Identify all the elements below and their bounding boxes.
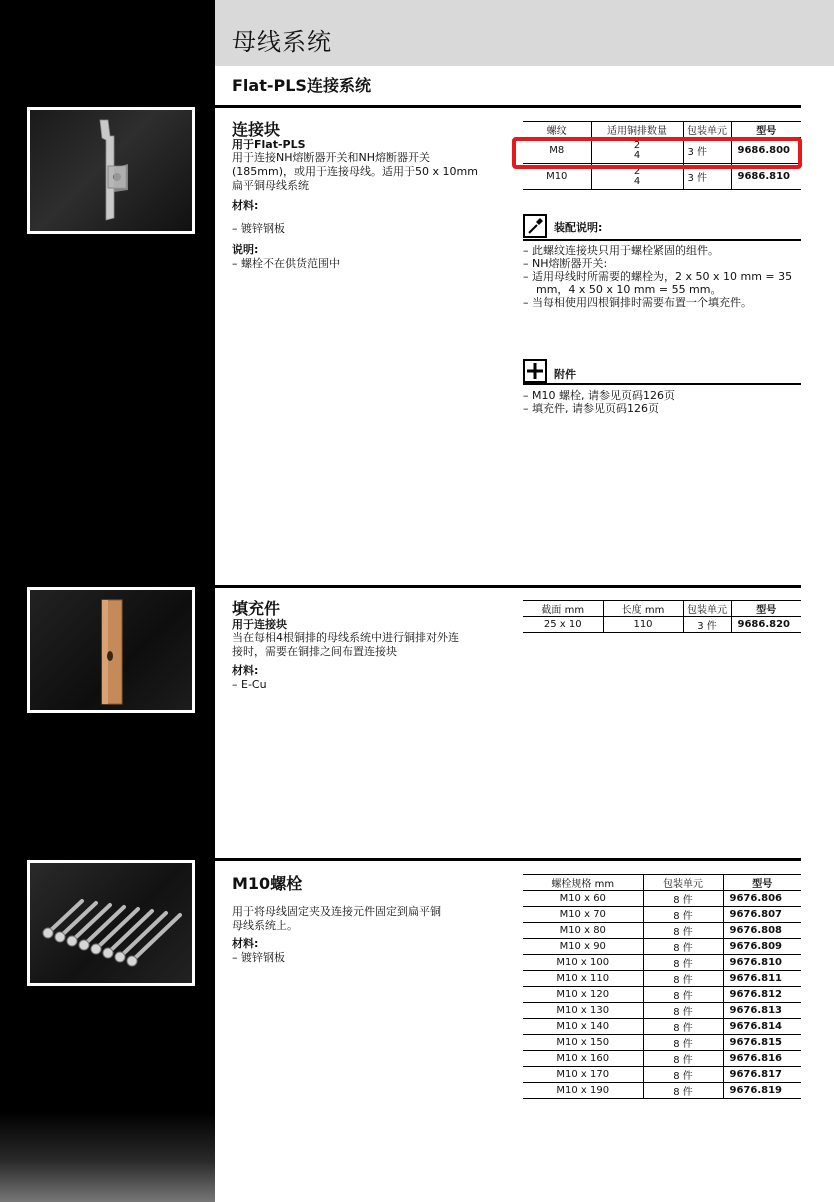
table-row — [523, 1035, 801, 1051]
cell-model: 9676.806 — [723, 891, 801, 907]
cell-size: M10 x 120 — [523, 987, 643, 1003]
table-header-row — [523, 875, 801, 891]
description-line: 接时，需要在铜排之间布置连接块 — [232, 645, 397, 658]
cell-model: 9686.800 — [731, 138, 801, 164]
description-line: 用于将母线固定夹及连接元件固定到扁平铜 — [232, 905, 441, 918]
column-header: 螺纹 — [523, 122, 591, 138]
cell-model: 9676.815 — [723, 1035, 801, 1051]
table-row — [523, 923, 801, 939]
list-item: – NH熔断器开关: — [523, 257, 608, 270]
m10-bolts-image — [27, 860, 195, 986]
column-header: 包装单元 — [643, 875, 723, 891]
list-item: – M10 螺栓, 请参见页码126页 — [523, 389, 675, 402]
cell-model: 9676.807 — [723, 907, 801, 923]
cell-pack: 8 件 — [643, 987, 723, 1003]
connector-block-image — [27, 107, 195, 234]
count-value: 2 — [633, 165, 641, 177]
table-row — [523, 1083, 801, 1099]
filler-piece-description — [232, 631, 459, 659]
highlight-box — [512, 137, 802, 169]
cell-section: 25 x 10 — [523, 617, 603, 633]
connector-block-description — [232, 151, 478, 193]
column-header: 螺栓规格 mm — [523, 875, 643, 891]
cell-size: M10 x 100 — [523, 955, 643, 971]
cell-pack: 8 件 — [643, 1003, 723, 1019]
connector-block-illustration — [30, 110, 192, 231]
filler-piece-illustration — [30, 590, 192, 710]
cell-size: M10 x 130 — [523, 1003, 643, 1019]
description-line: 母线系统上。 — [232, 919, 298, 932]
cell-size: M10 x 80 — [523, 923, 643, 939]
list-item: – 此螺纹连接块只用于螺栓紧固的组件。 — [523, 244, 719, 257]
filler-piece-material-label: 材料: — [232, 664, 259, 677]
cell-pack: 8 件 — [643, 891, 723, 907]
filler-piece-table — [523, 600, 801, 633]
cell-model: 9686.820 — [731, 617, 801, 633]
table-row — [523, 971, 801, 987]
cell-pack: 8 件 — [643, 1019, 723, 1035]
cell-pack: 8 件 — [643, 939, 723, 955]
column-header: 型号 — [731, 122, 801, 138]
cell-model: 9676.809 — [723, 939, 801, 955]
table-header-row — [523, 122, 801, 138]
section-divider — [215, 858, 801, 861]
section-divider — [215, 585, 801, 588]
m10-bolts-title: M10螺栓 — [232, 874, 303, 893]
cell-model: 9676.810 — [723, 955, 801, 971]
cell-pack: 8 件 — [643, 923, 723, 939]
cell-size: M10 x 150 — [523, 1035, 643, 1051]
column-header: 适用铜排数量 — [591, 122, 683, 138]
cell-pack: 3 件 — [683, 617, 731, 633]
connector-block-note: – 螺栓不在供货范围中 — [232, 257, 340, 270]
cell-pack: 8 件 — [643, 907, 723, 923]
cell-pack: 8 件 — [643, 1083, 723, 1099]
cell-size: M10 x 140 — [523, 1019, 643, 1035]
cell-thread: M8 — [523, 138, 591, 164]
cell-pack: 8 件 — [643, 971, 723, 987]
cell-size: M10 x 70 — [523, 907, 643, 923]
m10-bolts-description — [232, 905, 441, 933]
connector-block-title: 连接块 — [232, 120, 281, 139]
filler-piece-title: 填充件 — [232, 599, 281, 618]
description-line: 用于连接NH熔断器开关和NH熔断器开关 — [232, 151, 430, 164]
count-value: 4 — [633, 149, 641, 161]
list-item: – 填充件, 请参见页码126页 — [523, 402, 659, 415]
cell-thread: M10 — [523, 164, 591, 190]
count-value: 2 — [633, 139, 641, 151]
table-row — [523, 955, 801, 971]
filler-piece-material: – E-Cu — [232, 678, 267, 691]
table-row — [523, 939, 801, 955]
cell-size: M10 x 170 — [523, 1067, 643, 1083]
cell-length: 110 — [603, 617, 683, 633]
column-header: 型号 — [723, 875, 801, 891]
accessories-rule — [523, 383, 801, 385]
cell-model: 9676.813 — [723, 1003, 801, 1019]
accessories-list — [523, 389, 801, 415]
cell-pack: 3 件 — [683, 164, 731, 190]
cell-pack: 8 件 — [643, 1051, 723, 1067]
column-header: 包装单元 — [683, 122, 731, 138]
cell-model: 9686.810 — [731, 164, 801, 190]
screwdriver-icon — [523, 214, 547, 238]
table-row — [523, 617, 801, 633]
plus-icon — [523, 359, 547, 383]
list-item: – 适用母线时所需要的螺栓为，2 x 50 x 10 mm = 35 mm，4 x 50 x 10 mm = 55 mm。 — [523, 270, 793, 296]
cell-model: 9676.811 — [723, 971, 801, 987]
table-row — [523, 987, 801, 1003]
description-line: 当在每相4根铜排的母线系统中进行铜排对外连 — [232, 631, 459, 644]
connector-block-note-label: 说明: — [232, 243, 259, 256]
cell-model: 9676.817 — [723, 1067, 801, 1083]
table-row — [523, 1019, 801, 1035]
cell-size: M10 x 90 — [523, 939, 643, 955]
cell-model: 9676.816 — [723, 1051, 801, 1067]
cell-pack: 3 件 — [683, 138, 731, 164]
assembly-list — [523, 244, 801, 309]
m10-bolts-material: – 镀锌钢板 — [232, 951, 285, 964]
table-row — [523, 1067, 801, 1083]
cell-pack: 8 件 — [643, 1035, 723, 1051]
cell-size: M10 x 60 — [523, 891, 643, 907]
table-row — [523, 891, 801, 907]
column-header: 截面 mm — [523, 601, 603, 617]
section-divider — [215, 105, 801, 108]
cell-model: 9676.812 — [723, 987, 801, 1003]
cell-pack: 8 件 — [643, 955, 723, 971]
connector-block-use-label: 用于Flat-PLS — [232, 138, 306, 151]
assembly-title: 装配说明: — [554, 221, 603, 234]
description-line: (185mm)，或用于连接母线。适用于50 x 10mm — [232, 165, 478, 178]
cell-size: M10 x 190 — [523, 1083, 643, 1099]
m10-bolts-material-label: 材料: — [232, 937, 259, 950]
list-item: – 当每相使用四根铜排时需要布置一个填充件。 — [523, 296, 752, 309]
cell-size: M10 x 110 — [523, 971, 643, 987]
m10-bolts-table — [523, 874, 801, 1099]
connector-block-material-label: 材料: — [232, 199, 259, 212]
bolts-illustration — [30, 863, 192, 983]
column-header: 型号 — [731, 601, 801, 617]
page-title: 母线系统 — [232, 28, 332, 56]
column-header: 包装单元 — [683, 601, 731, 617]
cell-model: 9676.814 — [723, 1019, 801, 1035]
cell-size: M10 x 160 — [523, 1051, 643, 1067]
filler-piece-use-label: 用于连接块 — [232, 618, 287, 631]
table-row — [523, 907, 801, 923]
accessories-title: 附件 — [554, 368, 576, 381]
cell-model: 9676.808 — [723, 923, 801, 939]
assembly-rule — [523, 239, 801, 241]
sidebar-gradient — [0, 1112, 215, 1202]
filler-piece-image — [27, 587, 195, 713]
column-header: 长度 mm — [603, 601, 683, 617]
description-line: 扁平铜母线系统 — [232, 179, 309, 192]
cell-pack: 8 件 — [643, 1067, 723, 1083]
table-row — [523, 1003, 801, 1019]
cell-model: 9676.819 — [723, 1083, 801, 1099]
connector-block-material: – 镀锌钢板 — [232, 222, 285, 235]
table-row — [523, 1051, 801, 1067]
count-value: 4 — [633, 175, 641, 187]
table-header-row — [523, 601, 801, 617]
page-subtitle: Flat-PLS连接系统 — [232, 76, 371, 95]
